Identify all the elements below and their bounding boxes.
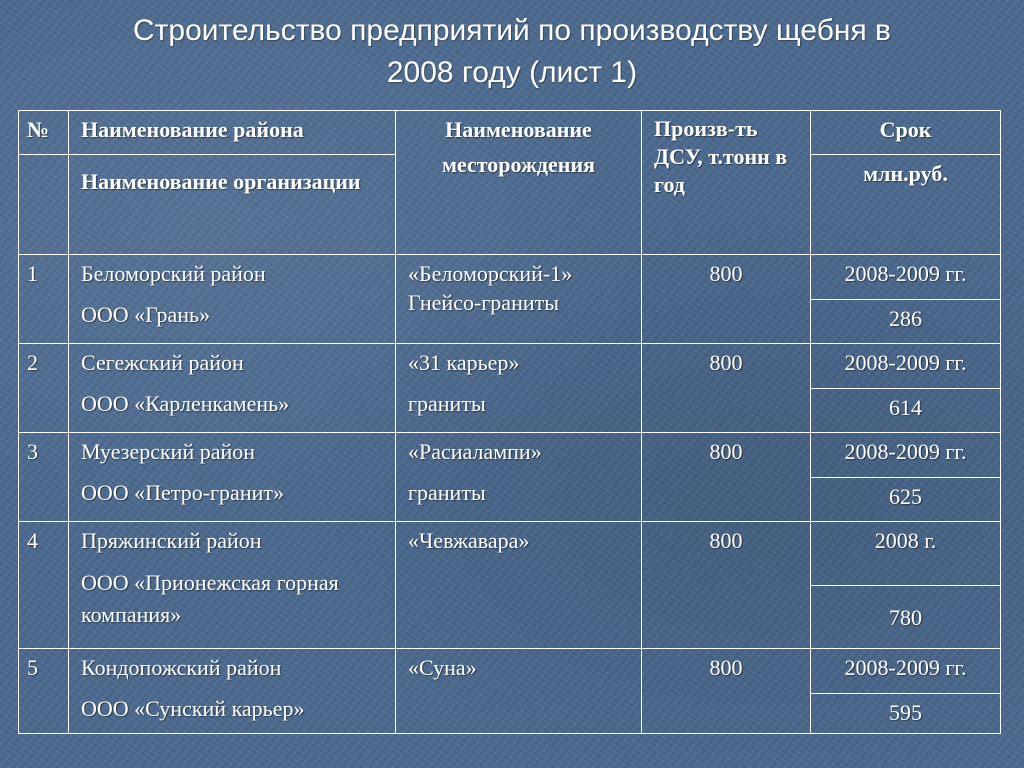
row-deposit-rock: граниты [408, 391, 486, 416]
row-deposit [396, 522, 642, 649]
row-deposit-name: «Чевжавара» [408, 528, 530, 553]
row-district: Сегежский район [81, 350, 244, 375]
row-capacity: 800 [642, 522, 811, 649]
header-number-empty [19, 155, 69, 255]
row-term: 2008-2009 гг. [811, 344, 1001, 389]
row-term: 2008 г. [811, 522, 1001, 586]
row-cost: 286 [811, 300, 1001, 344]
header-term: Срок [811, 111, 1001, 155]
row-term: 2008-2009 гг. [811, 649, 1001, 694]
row-deposit-name: «Суна» [408, 655, 477, 680]
row-district-org [69, 649, 396, 734]
row-capacity: 800 [642, 344, 811, 433]
table-row [19, 433, 1001, 478]
table-header-row [19, 111, 1001, 155]
data-table [18, 110, 1001, 734]
row-capacity: 800 [642, 649, 811, 734]
slide-title-line-2: 2008 году (лист 1) [386, 56, 638, 89]
header-deposit [396, 111, 642, 255]
row-number: 2 [19, 344, 69, 433]
row-deposit-rock: Гнейсо-граниты [408, 290, 560, 315]
row-cost: 614 [811, 389, 1001, 433]
row-district: Муезерский район [81, 439, 256, 464]
row-term: 2008-2009 гг. [811, 255, 1001, 300]
row-cost: 780 [811, 586, 1001, 649]
row-deposit-name: «Расиалампи» [408, 439, 542, 464]
row-number: 3 [19, 433, 69, 522]
row-number: 4 [19, 522, 69, 649]
row-capacity: 800 [642, 433, 811, 522]
table-row [19, 522, 1001, 586]
row-term: 2008-2009 гг. [811, 433, 1001, 478]
row-deposit [396, 344, 642, 433]
row-deposit-name: «Беломорский-1» [408, 261, 573, 286]
row-district-org [69, 255, 396, 344]
header-organization: Наименование организации [69, 155, 396, 255]
row-organization: ООО «Карленкамень» [81, 391, 290, 416]
row-district: Кондопожский район [81, 655, 282, 680]
header-district: Наименование района [69, 111, 396, 155]
row-deposit [396, 649, 642, 734]
row-district-org [69, 522, 396, 649]
row-deposit [396, 433, 642, 522]
row-organization: ООО «Грань» [81, 302, 211, 327]
row-number: 5 [19, 649, 69, 734]
row-cost: 625 [811, 478, 1001, 522]
header-deposit-line-2: месторождения [441, 152, 596, 177]
header-cost: млн.руб. [811, 155, 1001, 255]
row-deposit [396, 255, 642, 344]
row-organization: ООО «Прионежская горная компания» [81, 570, 339, 627]
row-capacity: 800 [642, 255, 811, 344]
header-deposit-line-1: Наименование [445, 117, 592, 142]
table-row [19, 344, 1001, 389]
slide-title [0, 10, 1024, 94]
table-row [19, 255, 1001, 300]
row-district-org [69, 433, 396, 522]
header-capacity: Произв-ть ДСУ, т.тонн в год [642, 111, 811, 255]
slide-title-line-1: Строительство предприятий по производству щебня в [133, 14, 891, 47]
row-deposit-name: «31 карьер» [408, 350, 520, 375]
row-cost: 595 [811, 694, 1001, 734]
header-number: № [19, 111, 69, 155]
table-row [19, 649, 1001, 694]
row-organization: ООО «Сунский карьер» [81, 696, 305, 721]
row-district: Беломорский район [81, 261, 266, 286]
construction-table [18, 110, 1000, 734]
row-district-org [69, 344, 396, 433]
row-organization: ООО «Петро-гранит» [81, 480, 284, 505]
row-deposit-rock: граниты [408, 480, 486, 505]
row-district: Пряжинский район [81, 528, 262, 553]
row-number: 1 [19, 255, 69, 344]
